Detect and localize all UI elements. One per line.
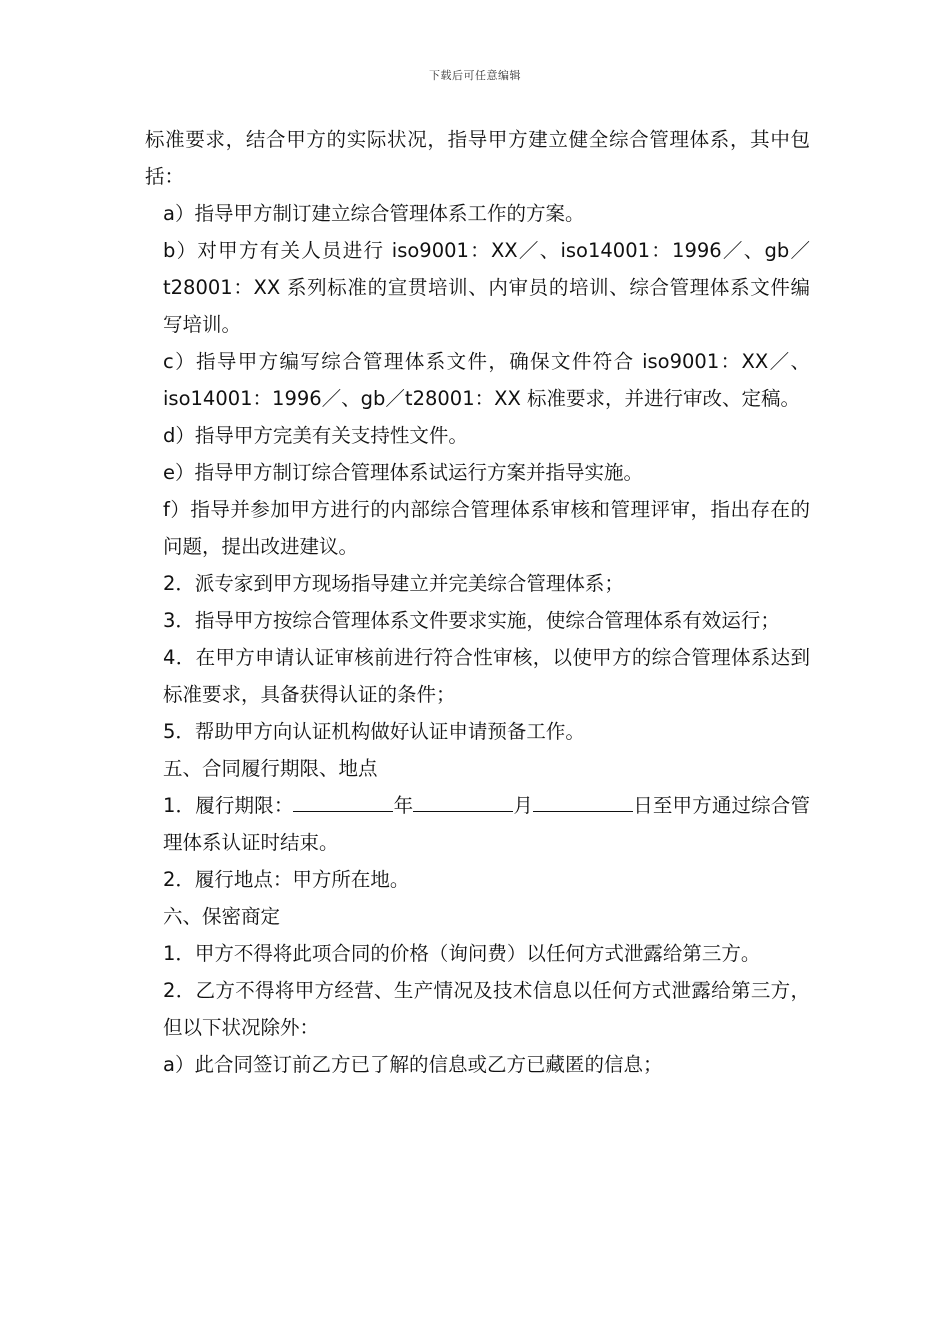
term-paragraph — [145, 787, 810, 861]
paragraph: 5．帮助甲方向认证机构做好认证申请预备工作。 — [163, 720, 585, 743]
month-blank — [413, 789, 513, 812]
term-prefix: 1．履行期限： — [163, 794, 294, 817]
paragraph: 标准要求，结合甲方的实际状况，指导甲方建立健全综合管理体系，其中包括： — [145, 128, 810, 188]
paragraph: 3．指导甲方按综合管理体系文件要求实施，使综合管理体系有效运行； — [163, 609, 780, 632]
paragraph: e）指导甲方制订综合管理体系试运行方案并指导实施。 — [163, 461, 643, 484]
term-suffix: 日至甲方通过综合管理体系认证时结束。 — [163, 794, 810, 854]
year-blank — [293, 789, 393, 812]
paragraph: a）指导甲方制订建立综合管理体系工作的方案。 — [163, 202, 585, 225]
section-heading: 五、合同履行期限、地点 — [163, 757, 378, 780]
paragraph: 2．乙方不得将甲方经营、生产情况及技术信息以任何方式泄露给第三方，但以下状况除外： — [163, 979, 810, 1039]
paragraph: c）指导甲方编写综合管理体系文件，确保文件符合 iso9001：XX／、iso14001：1996／、gb／t28001：XX 标准要求，并进行审改、定稿。 — [163, 350, 810, 410]
page-header: 下载后可任意编辑 — [429, 69, 521, 82]
term-month-label: 月 — [513, 794, 534, 817]
paragraph: a）此合同签订前乙方已了解的信息或乙方已藏匿的信息； — [163, 1053, 663, 1076]
paragraph: b）对甲方有关人员进行 iso9001：XX／、iso14001：1996／、gb／t28001：XX 系列标准的宣贯培训、内审员的培训、综合管理体系文件编写培训。 — [163, 239, 810, 336]
paragraph: 1．甲方不得将此项合同的价格（询问费）以任何方式泄露给第三方。 — [163, 942, 761, 965]
paragraph: f）指导并参加甲方进行的内部综合管理体系审核和管理评审，指出存在的问题，提出改进建议。 — [163, 498, 810, 558]
term-year-label: 年 — [393, 794, 414, 817]
paragraph: 2．履行地点：甲方所在地。 — [163, 868, 410, 891]
paragraph: 4．在甲方申请认证审核前进行符合性审核，以使甲方的综合管理体系达到标准要求，具备获得认证的条件； — [163, 646, 810, 706]
document-body — [145, 121, 810, 1083]
section-heading: 六、保密商定 — [163, 905, 281, 928]
paragraph: 2．派专家到甲方现场指导建立并完美综合管理体系； — [163, 572, 624, 595]
paragraph: d）指导甲方完美有关支持性文件。 — [163, 424, 468, 447]
day-blank — [533, 789, 633, 812]
